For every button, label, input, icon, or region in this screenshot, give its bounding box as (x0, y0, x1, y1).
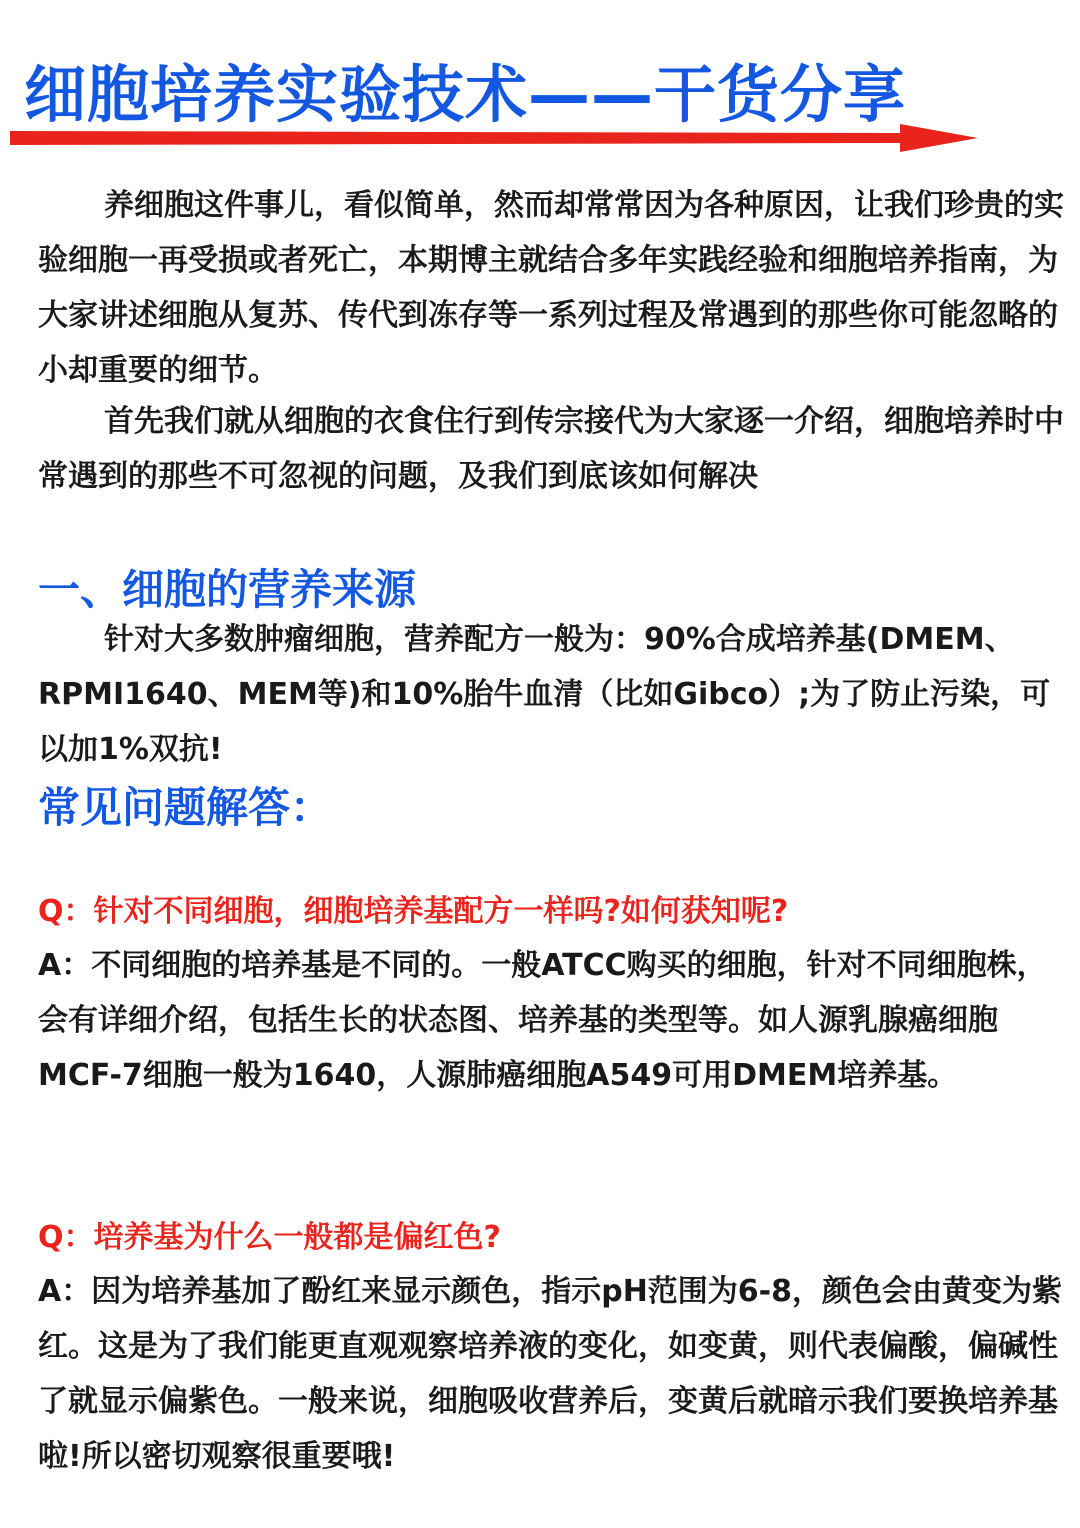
faq-heading: 常见问题解答： (38, 783, 333, 832)
page-title: 细胞培养实验技术——干货分享 (24, 58, 907, 131)
faq-answer-2: A：因为培养基加了酚红来显示颜色，指示pH范围为6-8，颜色会由黄变为紫红。这是为了我们能更直观观察培养液的变化，如变黄，则代表偏酸，偏碱性了就显示偏紫色。一般来说，细胞吸收营养后，变黄后就暗示我们要换培养基啦!所以密切观察很重要哦! (38, 1274, 1062, 1474)
intro-paragraph-1: 养细胞这件事儿，看似简单，然而却常常因为各种原因，让我们珍贵的实验细胞一再受损或者死亡，本期博主就结合多年实践经验和细胞培养指南，为大家讲述细胞从复苏、传代到冻存等一系列过程及常遇到的那些你可能忽略的小却重要的细节。 (38, 188, 1064, 388)
faq-question-1: Q：针对不同细胞，细胞培养基配方一样吗?如何获知呢? (38, 894, 789, 929)
nutrition-paragraph: 针对大多数肿瘤细胞，营养配方一般为：90%合成培养基(DMEM、RPMI1640、MEM等)和10%胎牛血清（比如Gibco）;为了防止污染，可以加1%双抗! (38, 622, 1051, 767)
intro-paragraph-2: 首先我们就从细胞的衣食住行到传宗接代为大家逐一介绍，细胞培养时中常遇到的那些不可忽视的问题，及我们到底该如何解决 (38, 404, 1064, 494)
title-underline-arrow (10, 124, 978, 152)
faq-answer-1: A：不同细胞的培养基是不同的。一般ATCC购买的细胞，针对不同细胞株，会有详细介绍，包括生长的状态图、培养基的类型等。如人源乳腺癌细胞MCF-7细胞一般为1640，人源肺癌细胞A549可用DMEM培养基。 (38, 948, 1047, 1093)
faq-question-2: Q：培养基为什么一般都是偏红色? (38, 1220, 501, 1255)
section-heading-nutrition: 一、细胞的营养来源 (38, 565, 417, 614)
